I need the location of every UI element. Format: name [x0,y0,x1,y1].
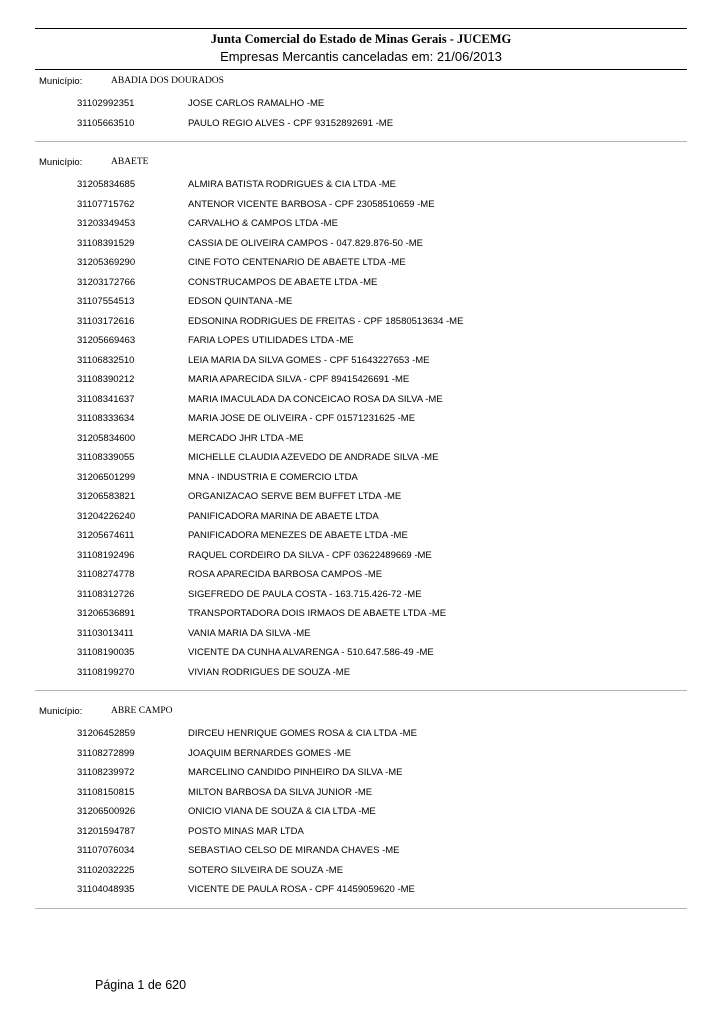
company-row [0,257,724,277]
company-name: PAULO REGIO ALVES - CPF 93152892691 -ME [188,117,394,129]
company-registration-number: 31108272899 [77,747,135,759]
company-name: VIVIAN RODRIGUES DE SOUZA -ME [188,666,351,678]
company-registration-number: 31108390212 [77,374,135,385]
page-title: Junta Comercial do Estado de Minas Gerais - JUCEMG [210,32,512,46]
company-name: MILTON BARBOSA DA SILVA JUNIOR -ME [188,786,373,798]
company-name: PANIFICADORA MENEZES DE ABAETE LTDA -ME [188,530,408,541]
company-registration-number: 31205669463 [77,335,136,346]
company-list [0,91,724,137]
company-registration-number: 31205834600 [77,432,136,444]
company-name: JOAQUIM BERNARDES GOMES -ME [188,747,352,759]
company-name: JOSE CARLOS RAMALHO -ME [188,98,325,109]
municipio-section [0,702,724,920]
company-registration-number: 31108333634 [77,413,135,424]
company-registration-number: 31104048935 [77,884,135,895]
company-registration-number: 31206536891 [77,608,136,619]
company-registration-number: 31203349453 [77,218,136,229]
company-row [0,628,724,648]
company-row [0,589,724,609]
company-row [0,569,724,589]
company-name: MNA - INDUSTRIA E COMERCIO LTDA [188,471,358,483]
company-name: ORGANIZACAO SERVE BEM BUFFET LTDA -ME [188,491,402,502]
company-row [0,550,724,570]
municipio-header [0,702,724,721]
company-name: POSTO MINAS MAR LTDA [188,825,304,837]
company-row [0,199,724,219]
company-name: EDSON QUINTANA -ME [188,296,293,307]
company-row [0,238,724,258]
company-row [0,845,724,865]
company-name: VICENTE DE PAULA ROSA - CPF 41459059620 -ME [188,884,415,895]
company-row [0,118,724,138]
company-row [0,806,724,826]
company-list [0,721,724,904]
municipio-section [0,72,724,153]
company-row [0,179,724,199]
company-row [0,728,724,748]
company-registration-number: 31108312726 [77,588,135,600]
municipio-label: Município: [39,157,83,168]
company-registration-number: 31106832510 [77,354,135,366]
company-registration-number: 31206501299 [77,471,136,483]
company-row [0,647,724,667]
company-list [0,172,724,686]
company-registration-number: 31108239972 [77,767,135,778]
company-row [0,667,724,687]
municipio-name: ABADIA DOS DOURADOS [111,76,224,86]
company-name: MICHELLE CLAUDIA AZEVEDO DE ANDRADE SILVA -ME [188,452,439,463]
company-registration-number: 31103013411 [77,627,134,639]
company-name: SOTERO SILVEIRA DE SOUZA -ME [188,864,344,876]
company-registration-number: 31206500926 [77,806,136,817]
company-row [0,316,724,336]
company-registration-number: 31205674611 [77,530,135,541]
company-row [0,452,724,472]
company-name: LEIA MARIA DA SILVA GOMES - CPF 51643227653 -ME [188,354,430,366]
company-row [0,433,724,453]
company-row [0,491,724,511]
company-name: CONSTRUCAMPOS DE ABAETE LTDA -ME [188,276,378,288]
company-registration-number: 31108192496 [77,549,135,561]
company-registration-number: 31103172616 [77,315,135,327]
municipio-name: ABRE CAMPO [111,706,173,716]
company-row [0,335,724,355]
company-registration-number: 31102992351 [77,98,135,109]
company-name: VICENTE DA CUNHA ALVARENGA - 510.647.586-49 -ME [188,647,434,658]
company-row [0,296,724,316]
company-registration-number: 31108391529 [77,237,135,249]
company-name: MERCADO JHR LTDA -ME [188,432,304,444]
company-name: MARIA IMACULADA DA CONCEICAO ROSA DA SILVA -ME [188,393,443,405]
company-registration-number: 31108341637 [77,393,135,405]
company-name: CINE FOTO CENTENARIO DE ABAETE LTDA -ME [188,257,406,268]
header-top-rule [35,28,687,29]
company-row [0,826,724,846]
company-row [0,374,724,394]
page-number: Página 1 de 620 [95,978,187,992]
company-name: ALMIRA BATISTA RODRIGUES & CIA LTDA -ME [188,179,396,190]
company-name: MARIA JOSE DE OLIVEIRA - CPF 01571231625 -ME [188,413,416,424]
company-row [0,394,724,414]
company-registration-number: 31108274778 [77,569,135,580]
company-registration-number: 31102032225 [77,864,135,876]
company-registration-number: 31205834685 [77,179,136,190]
company-name: RAQUEL CORDEIRO DA SILVA - CPF 03622489669 -ME [188,549,432,561]
company-registration-number: 31201594787 [77,825,136,837]
company-name: SIGEFREDO DE PAULA COSTA - 163.715.426-72 -ME [188,588,422,600]
municipio-name: ABAETE [111,157,149,167]
company-name: VANIA MARIA DA SILVA -ME [188,627,311,639]
company-row [0,218,724,238]
company-registration-number: 31108150815 [77,786,135,798]
page-subtitle: Empresas Mercantis canceladas em: 21/06/2013 [220,49,502,64]
company-row [0,530,724,550]
company-registration-number: 31206583821 [77,491,136,502]
company-registration-number: 31203172766 [77,276,136,288]
municipio-sections [0,72,724,920]
municipio-label: Município: [39,706,83,717]
company-name: ANTENOR VICENTE BARBOSA - CPF 23058510659 -ME [188,198,435,210]
company-row [0,277,724,297]
company-row [0,511,724,531]
company-name: EDSONINA RODRIGUES DE FREITAS - CPF 18580513634 -ME [188,315,464,327]
header-bottom-rule [35,69,687,70]
company-registration-number: 31204226240 [77,510,136,522]
company-registration-number: 31108190035 [77,647,135,658]
company-row [0,787,724,807]
company-row [0,865,724,885]
company-name: CARVALHO & CAMPOS LTDA -ME [188,218,338,229]
company-row [0,767,724,787]
company-registration-number: 31105663510 [77,117,135,129]
company-row [0,748,724,768]
company-name: DIRCEU HENRIQUE GOMES ROSA & CIA LTDA -ME [188,728,417,739]
municipio-header [0,72,724,91]
company-registration-number: 31107076034 [77,845,135,856]
company-row [0,413,724,433]
municipio-header [0,153,724,172]
company-name: FARIA LOPES UTILIDADES LTDA -ME [188,335,354,346]
company-row [0,98,724,118]
municipio-section [0,153,724,702]
company-registration-number: 31206452859 [77,728,136,739]
company-registration-number: 31205369290 [77,257,136,268]
company-name: PANIFICADORA MARINA DE ABAETE LTDA [188,510,379,522]
company-name: CASSIA DE OLIVEIRA CAMPOS - 047.829.876-50 -ME [188,237,423,249]
company-row [0,355,724,375]
company-name: MARIA APARECIDA SILVA - CPF 89415426691 -ME [188,374,410,385]
company-name: MARCELINO CANDIDO PINHEIRO DA SILVA -ME [188,767,403,778]
company-row [0,608,724,628]
company-registration-number: 31108199270 [77,666,135,678]
company-registration-number: 31108339055 [77,452,135,463]
company-name: ONICIO VIANA DE SOUZA & CIA LTDA -ME [188,806,376,817]
company-name: ROSA APARECIDA BARBOSA CAMPOS -ME [188,569,383,580]
company-registration-number: 31107715762 [77,198,135,210]
company-row [0,472,724,492]
company-name: SEBASTIAO CELSO DE MIRANDA CHAVES -ME [188,845,400,856]
company-name: TRANSPORTADORA DOIS IRMAOS DE ABAETE LTDA -ME [188,608,447,619]
company-registration-number: 31107554513 [77,296,135,307]
municipio-label: Município: [39,76,83,87]
company-row [0,884,724,904]
